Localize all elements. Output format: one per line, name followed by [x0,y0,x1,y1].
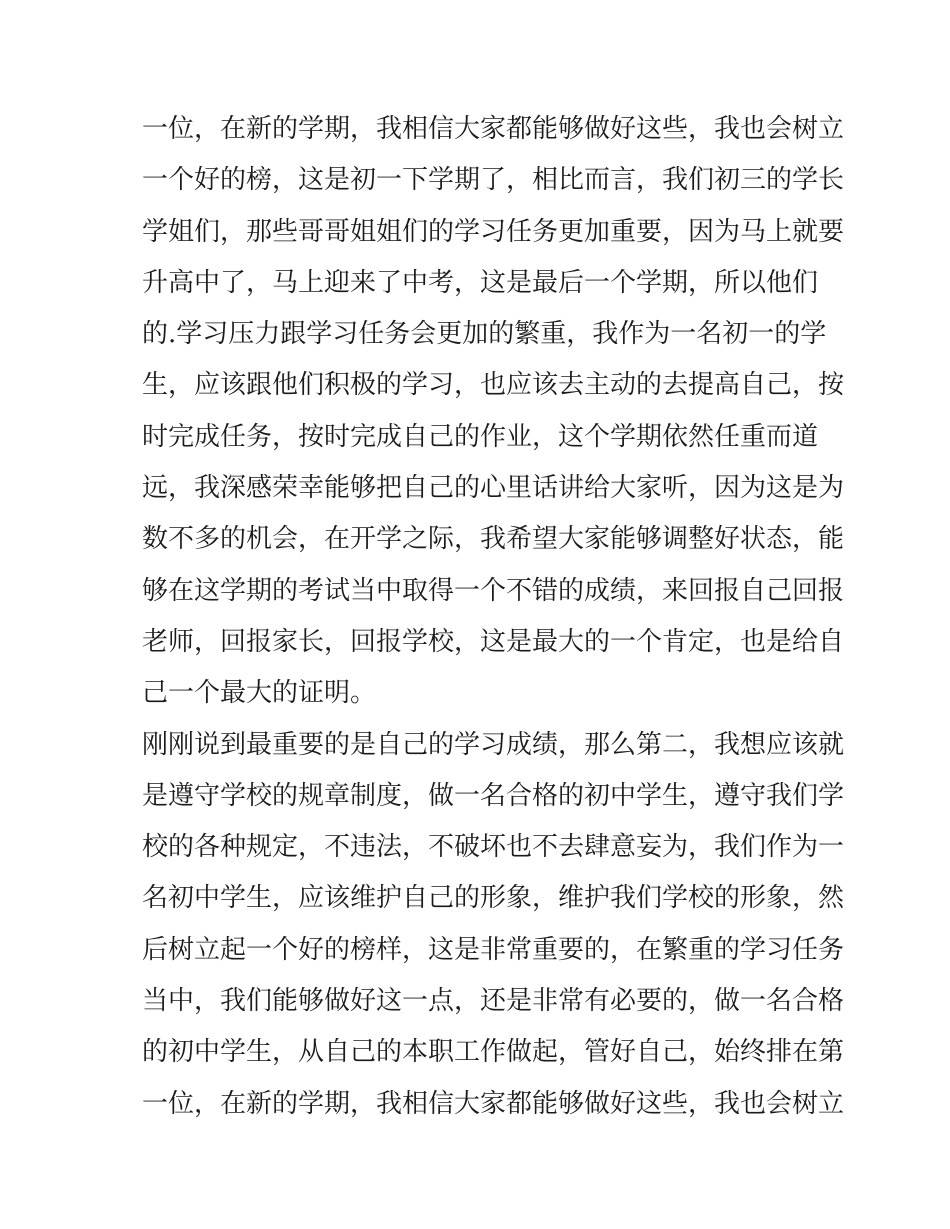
text-line: 己一个最大的证明。 [142,678,377,709]
text-line: 是遵守学校的规章制度，做一名合格的初中学生，遵守我们学 [142,780,845,811]
text-line: 够在这学期的考试当中取得一个不错的成绩，来回报自己回报 [142,575,845,606]
text-line: 数不多的机会，在开学之际，我希望大家能够调整好状态，能 [142,524,845,555]
text-line: 一位，在新的学期，我相信大家都能够做好这些，我也会树立 [142,1088,845,1119]
text-line: 的.学习压力跟学习任务会更加的繁重，我作为一名初一的学 [142,319,827,350]
text-line: 时完成任务，按时完成自己的作业，这个学期依然任重而道 [142,421,819,452]
text-line: 校的各种规定，不违法，不破坏也不去肆意妄为，我们作为一 [142,832,845,863]
text-line: 当中，我们能够做好这一点，还是非常有必要的，做一名合格 [142,986,845,1017]
text-line: 名初中学生，应该维护自己的形象，维护我们学校的形象，然 [142,883,845,914]
text-line: 生，应该跟他们积极的学习，也应该去主动的去提高自己，按 [142,370,845,401]
text-line: 一个好的榜，这是初一下学期了，相比而言，我们初三的学长 [142,165,845,196]
text-line: 远，我深感荣幸能够把自己的心里话讲给大家听，因为这是为 [142,473,845,504]
text-line: 学姐们，那些哥哥姐姐们的学习任务更加重要，因为马上就要 [142,216,845,247]
body-text [142,104,845,1130]
text-line: 的初中学生，从自己的本职工作做起，管好自己，始终排在第 [142,1037,845,1068]
text-line: 升高中了，马上迎来了中考，这是最后一个学期，所以他们 [142,267,819,298]
text-line: 一位，在新的学期，我相信大家都能够做好这些，我也会树立 [142,114,845,144]
text-line: 刚刚说到最重要的是自己的学习成绩，那么第二，我想应该就 [142,729,845,760]
text-line: 老师，回报家长，回报学校，这是最大的一个肯定，也是给自 [142,626,845,657]
text-line: 后树立起一个好的榜样，这是非常重要的，在繁重的学习任务 [142,934,845,965]
